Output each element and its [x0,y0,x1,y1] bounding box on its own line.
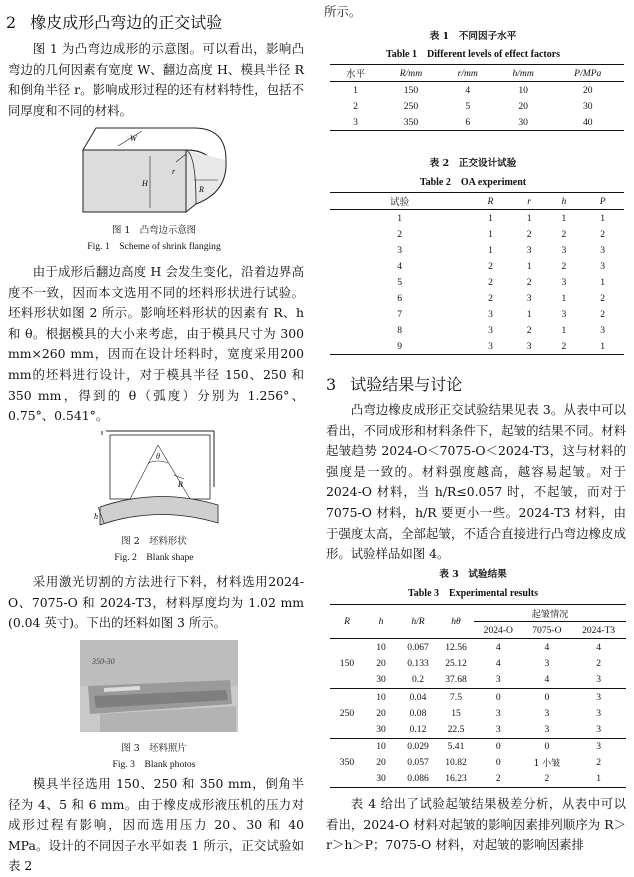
table-cell: 3 [488,340,493,352]
fig2-label-R: R [178,480,183,489]
table-1-factor-levels [330,64,624,131]
table-cell: 30 [582,100,593,112]
table-cell: 0 [474,688,523,705]
table-cell: 250 [403,100,419,112]
table-2-header-row [330,193,624,210]
table-cell: 4 [544,641,550,653]
table-2-header: 试验 [389,197,410,208]
table-cell: 1 [353,84,358,96]
material-paragraph [8,572,304,634]
table-cell: 1 [561,212,567,224]
table-cell: 0.057 [407,757,429,769]
table-cell: 3 [397,244,402,256]
table-cell: 3 [561,308,567,320]
table-cell: 0.029 [398,738,438,755]
table-row [330,82,624,99]
table-cell: 3 [561,244,567,256]
table-cell: 4 [544,674,550,686]
table-cell: 0.08 [409,707,427,719]
fig1-label-R: R [199,185,204,194]
figure-1-caption-cn: 图 1 凸弯边示意图 [112,225,196,236]
table-2-oa-experiment [330,192,624,355]
table-cell: 10 [364,738,398,755]
die-radius-paragraph [8,774,304,877]
table-cell: 30 [376,773,386,785]
table-cell: 1 小皱 [533,759,561,770]
table-row [330,226,624,242]
table-2-caption-en: Table 2 OA experiment [419,177,527,188]
table-cell: 3 [526,244,532,256]
table-cell: 3 [495,674,501,686]
table-row [330,721,626,738]
figure-3-caption-cn: 图 3 坯料照片 [121,743,187,754]
section-2-title: 橡皮成形凸弯边的正交试验 [30,13,223,32]
section-3-number: 3 [326,375,337,394]
table-3-experimental-results [330,604,626,788]
table-cell: 1 [600,212,606,224]
table-1-caption-cn: 表 1 不同因子水平 [429,31,517,42]
table-cell: 4 [495,658,501,670]
table-1-caption-en: Table 1 Different levels of effect factors [385,49,561,60]
table-cell: 3 [544,658,550,670]
continuation-text [324,2,624,23]
paragraph-die-radius: 模具半径选用 150、250 和 350 mm，倒角半径为 4、5 和 6 mm。由于橡皮成形液压机的压力对成形过程有影响，因而选用压力 20、30 和 40 MPa。设计的不同因子水平如表 1 所示，正交试验如表 2 [8,776,304,874]
table-cell: 10 [376,641,386,653]
paragraph-material: 采用激光切割的方法进行下料，材料选用2024-O、7075-O 和 2024-T3，材料厚度均为 1.02 mm (0.04 英寸)。下出的坯料如图 3 所示。 [8,574,304,631]
table-cell: 2 [353,100,358,112]
table-cell: 30 [376,723,386,735]
table-cell: 3 [600,324,606,336]
table-3-header: hθ [438,605,474,639]
table-cell: 1 [600,276,606,288]
table-cell: 15 [451,707,461,719]
table-cell: 2 [600,292,606,304]
table-3-caption-cn: 表 3 试验结果 [439,569,507,580]
table-cell: 0.12 [409,723,427,735]
table-cell: 2 [526,228,532,240]
section-3-heading [326,372,462,395]
table-cell: 3 [526,340,532,352]
table-cell: 3 [353,116,358,128]
table-2-caption-cn: 表 2 正交设计试验 [429,158,517,169]
fig2-label-theta: θ [156,452,160,461]
table-2-header: R [487,195,494,207]
table-cell: 0.086 [407,773,429,785]
table-cell: 2 [526,324,532,336]
table-cell: 7 [397,308,402,320]
table-cell: 2 [596,658,601,670]
table-3-header: h/R [398,605,438,639]
table-cell: 10.82 [445,757,467,769]
table-cell: 25.12 [445,658,467,670]
table-row [330,306,624,322]
table-row [330,290,624,306]
table-cell: 37.68 [445,674,467,686]
paragraph-fig1-description: 图 1 为凸弯边成形的示意图。可以看出，影响凸弯边的几何因素有宽度 W、翻边高度 H、模具半径 R 和倒角半径 r。影响成形过程的还有材料特性，包括不同厚度和不同的材料。 [8,41,304,118]
table-3-header-row-1 [330,605,626,622]
table-cell: 4 [596,641,601,653]
fig3-photo-label: 350-30 [92,657,115,666]
figure-2-caption-cn: 图 2 坯料形状 [121,536,187,547]
table-row [330,322,624,338]
table-cell: 1 [526,212,532,224]
table-cell: 3 [596,674,601,686]
table-row [330,114,624,131]
figure-2-blank-shape-diagram [94,427,222,527]
table-cell: 3 [544,707,550,719]
intro-paragraph [8,39,304,121]
table-cell: 2 [561,340,567,352]
table-row [330,738,626,755]
table-cell: 1 [600,340,606,352]
section-2-heading [6,10,222,33]
table-cell: 7.5 [438,688,474,705]
table-1-header-row [330,65,624,82]
table-cell: 0 [474,738,523,755]
table-row [330,771,626,788]
table-cell: 1 [526,260,532,272]
table-cell: 3 [596,707,601,719]
table-cell: 2 [544,773,550,785]
table-cell: 5.41 [438,738,474,755]
table-cell: 1 [488,244,493,256]
figure-1-shrink-flanging-diagram [78,122,238,218]
table-cell: 3 [488,308,493,320]
table-cell: 3 [488,324,493,336]
table-cell: 4 [397,260,402,272]
table-row [330,338,624,355]
table-cell: 8 [397,324,402,336]
table-cell: 3 [561,276,567,288]
paragraph-blank-shape: 由于成形后翻边高度 H 会发生变化，沿着边界高度不一致，因而本文选用不同的坯料形状进行试验。坯料形状如图 2 所示。影响坯料形状的因素有 R、h 和 θ。根据模具的大小来考虑，由于模具尺寸为 300 mm×260 mm，因而在设计坯料时，宽度采用200 mm的坯料进行设计，对于模具半径 150、250 和 350 mm，得到的 θ（弧度）分别为 1.256°、0.75°、0.541°。 [8,264,304,424]
table-cell: 4 [495,641,501,653]
table-cell: 30 [518,116,528,128]
table-1-header: r/mm [457,67,478,79]
table-cell: 4 [465,84,471,96]
table-3-group-header: 起皱情况 [474,605,626,622]
table-cell: 2 [600,308,606,320]
table-cell: 1 [488,212,493,224]
table-cell: 1 [561,292,567,304]
table-cell: 1 [596,773,601,785]
fig2-label-h: h [94,512,98,521]
table-cell: 0 [523,738,572,755]
table-3-header: R [330,605,364,639]
table-cell: 2 [488,276,493,288]
table-row [330,656,626,672]
paragraph-range-analysis: 表 4 给出了试验起皱结果极差分析，从表中可以看出，2024-O 材料对起皱的影响因素排列顺序为 R＞r＞h＞P；7075-O 材料，对起皱的影响因素排 [326,796,626,853]
table-3-header: h [364,605,398,639]
table-3-header: 7075-O [532,624,562,636]
table-row [330,755,626,771]
table-cell: 0.04 [398,688,438,705]
table-cell: 3 [600,244,606,256]
table-cell: 150 [339,658,355,670]
table-cell: 1 [561,324,567,336]
table-cell: 150 [403,84,419,96]
table-cell: 20 [582,84,593,96]
table-2-header: h [561,195,567,207]
table-3-header: 2024-T3 [582,624,616,636]
table-cell: 20 [376,757,386,769]
table-cell: 2 [596,757,601,769]
table-cell: 20 [376,658,386,670]
table-cell: 22.5 [447,723,465,735]
table-1-header: R/mm [399,67,423,79]
table-row [330,242,624,258]
range-analysis-paragraph [326,794,626,856]
table-cell: 0.2 [412,674,424,686]
table-1-header: 水平 [345,69,366,80]
table-cell: 3 [544,723,550,735]
table-cell: 1 [397,212,402,224]
table-cell: 3 [495,723,501,735]
table-row [330,639,626,656]
fig1-label-w: W [130,134,137,143]
table-cell: 12.56 [445,641,467,653]
table-3-header: 2024-O [483,624,513,636]
results-paragraph [326,400,626,565]
table-cell: 2 [526,276,532,288]
figure-2-caption-en: Fig. 2 Blank shape [114,552,194,563]
table-cell: 0.133 [407,658,429,670]
table-cell: 30 [376,674,386,686]
section-3-title: 试验结果与讨论 [350,375,463,394]
table-cell: 2 [600,228,606,240]
table-row [330,705,626,721]
table-2-header: P [599,195,606,207]
table-cell: 6 [465,116,471,128]
table-row [330,98,624,114]
table-2-header: r [527,195,532,207]
table-cell: 250 [330,688,364,738]
table-row [330,210,624,227]
paragraph-continuation: 所示。 [324,4,362,19]
table-row [330,274,624,290]
table-cell: 10 [518,84,528,96]
figure-1-caption-en: Fig. 1 Scheme of shrink flanging [87,241,221,252]
table-cell: 2 [561,228,567,240]
table-cell: 40 [582,116,593,128]
paragraph-results: 凸弯边橡皮成形正交试验结果见表 3。从表中可以看出，不同成形和材料条件下，起皱的结果不同。材料起皱趋势 2024-O＜7075-O＜2024-T3，这与材料的强度是一致的。材料强度越高，越容易起皱。对于 2024-O 材料，当 h/R≤0.057 时，不起皱，而对于 7075-O 材料，h/R 要更小一些。2024-T3 材料，由于强度太高，全部起皱，不适合直接进行凸弯边橡皮成形。试验样品如图 4。 [326,402,626,562]
blank-shape-paragraph [8,262,304,427]
fig1-label-r: r [172,167,176,176]
table-cell: 0.067 [407,641,429,653]
table-cell: 1 [526,308,532,320]
figure-3-blank-photo [80,640,238,732]
table-1-header: P/MPa [574,67,602,79]
fig1-label-h: H [142,179,148,188]
table-cell: 3 [600,260,606,272]
table-cell: 2 [561,260,567,272]
table-cell: 350 [403,116,419,128]
table-3-caption-en: Table 3 Experimental results [407,588,538,599]
table-cell: 5 [397,276,402,288]
table-row [330,688,626,705]
table-cell: 1 [488,228,493,240]
table-cell: 2 [488,260,493,272]
table-cell: 3 [596,723,601,735]
table-row [330,672,626,689]
table-row [330,258,624,274]
table-cell: 2 [397,228,402,240]
table-cell: 3 [571,738,626,755]
table-cell: 2 [495,773,501,785]
table-1-header: h/mm [512,67,534,79]
table-cell: 2 [488,292,493,304]
table-cell: 9 [397,340,402,352]
table-cell: 16.23 [445,773,467,785]
table-cell: 20 [518,100,528,112]
table-cell: 3 [571,688,626,705]
table-cell: 6 [397,292,402,304]
table-cell: 350 [330,738,364,788]
table-cell: 0 [495,757,501,769]
table-cell: 10 [364,688,398,705]
table-cell: 20 [376,707,386,719]
figure-3-caption-en: Fig. 3 Blank photos [112,759,196,770]
section-2-number: 2 [6,13,17,32]
table-cell: 3 [526,292,532,304]
table-cell: 3 [495,707,501,719]
table-cell: 5 [465,100,471,112]
table-cell: 0 [523,688,572,705]
